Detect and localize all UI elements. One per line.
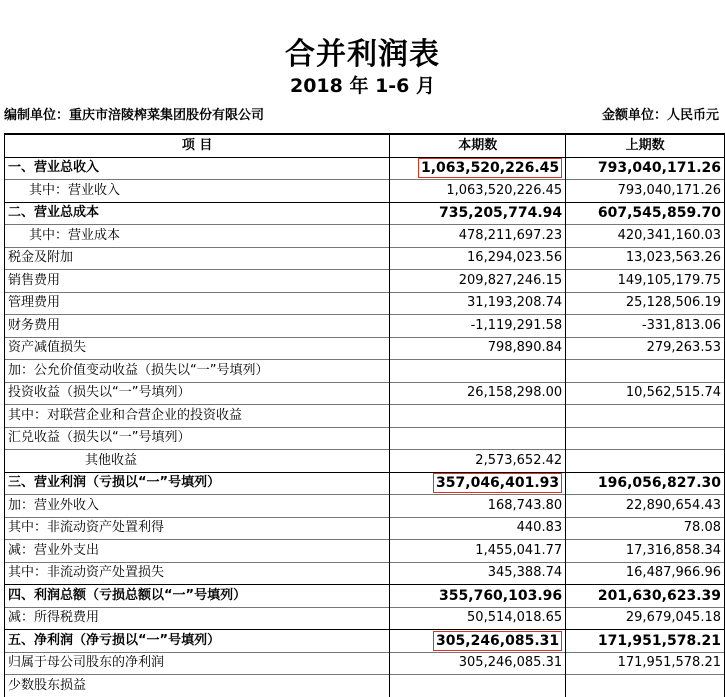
current-period-value: 1,455,041.77	[390, 540, 566, 563]
table-row	[5, 202, 725, 225]
table-row	[5, 675, 725, 697]
current-period-value: 478,211,697.23	[390, 225, 566, 248]
previous-period-value: 171,951,578.21	[566, 630, 725, 653]
previous-period-value: 22,890,654.43	[566, 495, 725, 518]
row-label: 销售费用	[5, 270, 390, 293]
current-period-value	[390, 630, 566, 653]
table-row	[5, 225, 725, 248]
previous-period-value: 16,487,966.96	[566, 562, 725, 585]
current-period-value: 209,827,246.15	[390, 270, 566, 293]
table-row	[5, 607, 725, 630]
table-row	[5, 315, 725, 338]
table-row	[5, 360, 725, 383]
table-row	[5, 495, 725, 518]
column-header-previous: 上期数	[566, 134, 725, 157]
previous-period-value	[566, 675, 725, 697]
row-label: 资产减值损失	[5, 337, 390, 360]
previous-period-value	[566, 450, 725, 473]
row-label: 管理费用	[5, 292, 390, 315]
previous-period-value: 25,128,506.19	[566, 292, 725, 315]
report-title: 合并利润表	[285, 37, 440, 72]
row-label: 其中：对联营企业和合营企业的投资收益	[5, 405, 390, 428]
table-row	[5, 472, 725, 495]
current-period-value: 168,743.80	[390, 495, 566, 518]
highlighted-value: 357,046,401.93	[433, 473, 562, 493]
current-period-value	[390, 157, 566, 180]
row-label: 三、营业利润（亏损以“一”号填列）	[5, 472, 390, 495]
row-label: 一、营业总收入	[5, 157, 390, 180]
row-label: 其中：营业成本	[5, 225, 390, 248]
row-label: 少数股东损益	[5, 675, 390, 697]
current-period-value: 16,294,023.56	[390, 247, 566, 270]
currency-unit: 金额单位：人民币元	[601, 108, 719, 123]
row-label: 投资收益（损失以“一”号填列）	[5, 382, 390, 405]
previous-period-value: 149,105,179.75	[566, 270, 725, 293]
table-row	[5, 382, 725, 405]
table-header-row	[5, 134, 725, 157]
row-label: 二、营业总成本	[5, 202, 390, 225]
current-period-value	[390, 675, 566, 697]
row-label: 减：营业外支出	[5, 540, 390, 563]
previous-period-value: 607,545,859.70	[566, 202, 725, 225]
current-period-value: 798,890.84	[390, 337, 566, 360]
report-period: 2018 年 1-6 月	[289, 75, 436, 97]
current-period-value: -1,119,291.58	[390, 315, 566, 338]
current-period-value: 345,388.74	[390, 562, 566, 585]
table-row	[5, 585, 725, 608]
previous-period-value: 29,679,045.18	[566, 607, 725, 630]
row-label: 加：公允价值变动收益（损失以“一”号填列）	[5, 360, 390, 383]
previous-period-value: 10,562,515.74	[566, 382, 725, 405]
current-period-value: 305,246,085.31	[390, 652, 566, 675]
highlighted-value: 305,246,085.31	[433, 631, 562, 651]
current-period-value: 1,063,520,226.45	[390, 180, 566, 203]
table-row	[5, 540, 725, 563]
previous-period-value: 279,263.53	[566, 337, 725, 360]
previous-period-value: 78.08	[566, 517, 725, 540]
row-label: 归属于母公司股东的净利润	[5, 652, 390, 675]
column-header-current: 本期数	[390, 134, 566, 157]
previous-period-value: 17,316,858.34	[566, 540, 725, 563]
current-period-value	[390, 405, 566, 428]
previous-period-value: 793,040,171.26	[566, 180, 725, 203]
table-row	[5, 270, 725, 293]
row-label: 其中：非流动资产处置损失	[5, 562, 390, 585]
previous-period-value	[566, 360, 725, 383]
highlighted-value: 1,063,520,226.45	[418, 158, 562, 178]
previous-period-value: 420,341,160.03	[566, 225, 725, 248]
table-row	[5, 427, 725, 450]
table-row	[5, 517, 725, 540]
company-name: 编制单位：重庆市涪陵榨菜集团股份有限公司	[4, 108, 265, 123]
row-label: 汇兑收益（损失以“一”号填列）	[5, 427, 390, 450]
table-row	[5, 180, 725, 203]
current-period-value	[390, 360, 566, 383]
row-label: 五、净利润（净亏损以“一”号填列）	[5, 630, 390, 653]
column-header-item: 项 目	[5, 134, 390, 157]
current-period-value: 31,193,208.74	[390, 292, 566, 315]
table-row	[5, 292, 725, 315]
table-row	[5, 337, 725, 360]
table-row	[5, 630, 725, 653]
row-label: 税金及附加	[5, 247, 390, 270]
previous-period-value: 171,951,578.21	[566, 652, 725, 675]
row-label: 财务费用	[5, 315, 390, 338]
current-period-value: 26,158,298.00	[390, 382, 566, 405]
row-label: 减：所得税费用	[5, 607, 390, 630]
previous-period-value: -331,813.06	[566, 315, 725, 338]
previous-period-value: 196,056,827.30	[566, 472, 725, 495]
current-period-value	[390, 472, 566, 495]
row-label: 其中：营业收入	[5, 180, 390, 203]
table-row	[5, 405, 725, 428]
current-period-value: 355,760,103.96	[390, 585, 566, 608]
table-row	[5, 652, 725, 675]
current-period-value: 50,514,018.65	[390, 607, 566, 630]
report-meta	[4, 106, 719, 126]
row-label: 其中：非流动资产处置利得	[5, 517, 390, 540]
current-period-value: 440.83	[390, 517, 566, 540]
previous-period-value: 13,023,563.26	[566, 247, 725, 270]
income-statement-table	[4, 133, 725, 697]
previous-period-value: 201,630,623.39	[566, 585, 725, 608]
previous-period-value: 793,040,171.26	[566, 157, 725, 180]
table-row	[5, 562, 725, 585]
current-period-value	[390, 427, 566, 450]
previous-period-value	[566, 427, 725, 450]
previous-period-value	[566, 405, 725, 428]
table-row	[5, 157, 725, 180]
row-label: 其他收益	[5, 450, 390, 473]
row-label: 四、利润总额（亏损总额以“一”号填列）	[5, 585, 390, 608]
table-row	[5, 450, 725, 473]
row-label: 加：营业外收入	[5, 495, 390, 518]
table-row	[5, 247, 725, 270]
current-period-value: 735,205,774.94	[390, 202, 566, 225]
current-period-value: 2,573,652.42	[390, 450, 566, 473]
